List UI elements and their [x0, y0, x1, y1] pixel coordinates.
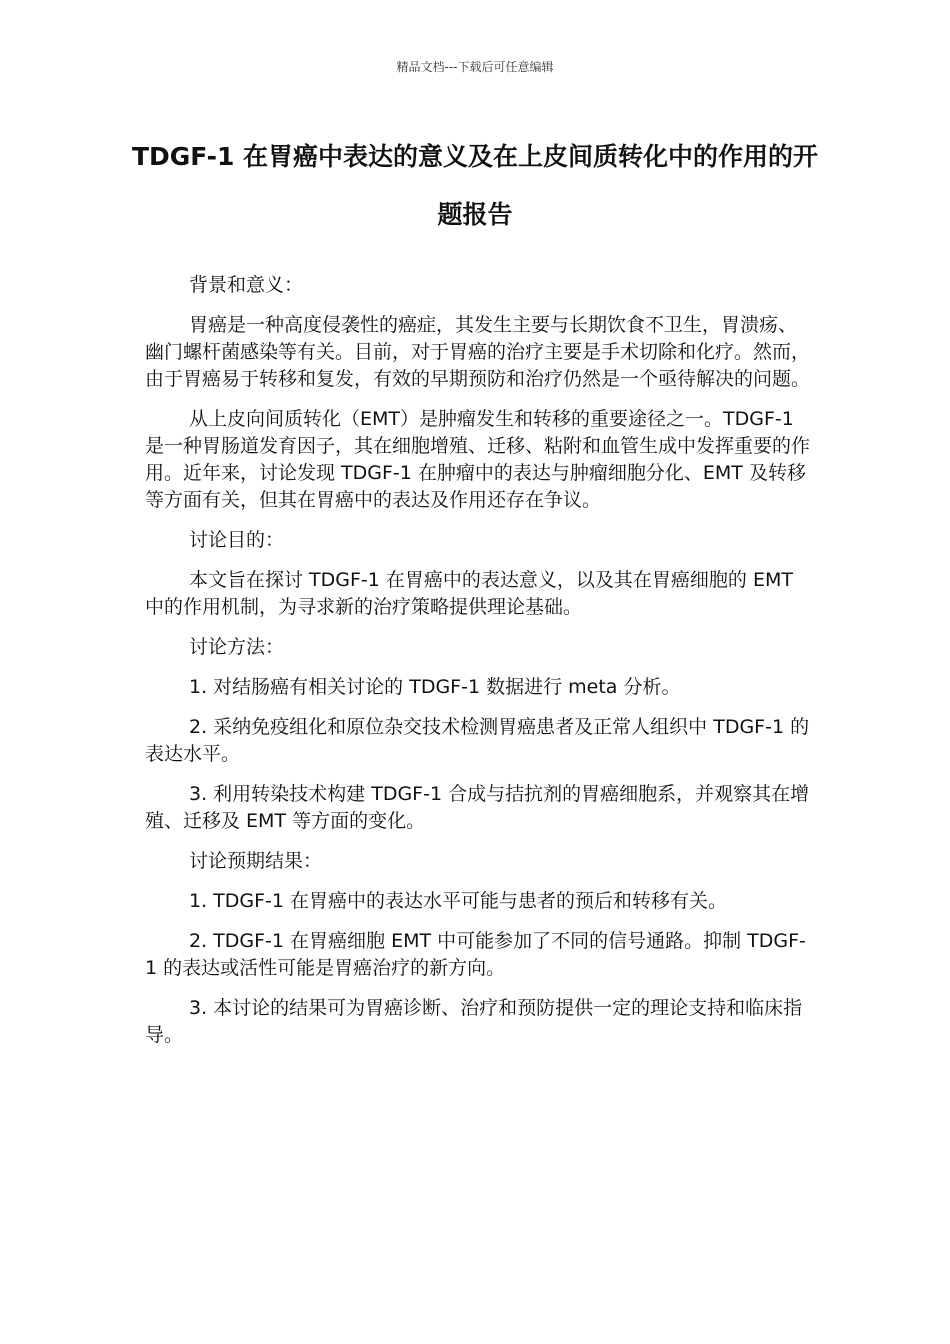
section-heading-background: 背景和意义：: [189, 274, 304, 296]
method-item-1: 1. 对结肠癌有相关讨论的 TDGF-1 数据进行 meta 分析。: [189, 676, 681, 698]
method-item-2: 2. 采纳免疫组化和原位杂交技术检测胃癌患者及正常人组织中 TDGF-1 的表达水平。: [145, 716, 810, 765]
section-heading-methods: 讨论方法：: [189, 636, 285, 658]
document-body: [145, 272, 810, 1062]
paragraph-purpose: 本文旨在探讨 TDGF-1 在胃癌中的表达意义，以及其在胃癌细胞的 EMT 中的作用机制，为寻求新的治疗策略提供理论基础。: [145, 569, 793, 618]
paragraph-background-1: 胃癌是一种高度侵袭性的癌症，其发生主要与长期饮食不卫生，胃溃疡、幽门螺杆菌感染等有关。目前，对于胃癌的治疗主要是手术切除和化疗。然而，由于胃癌易于转移和复发，有效的早期预防和治疗仍然是一个亟待解决的问题。: [145, 314, 811, 390]
result-item-3: 3. 本讨论的结果可为胃癌诊断、治疗和预防提供一定的理论支持和临床指导。: [145, 997, 803, 1046]
result-item-2: 2. TDGF-1 在胃癌细胞 EMT 中可能参加了不同的信号通路。抑制 TDGF-1 的表达或活性可能是胃癌治疗的新方向。: [145, 930, 806, 979]
section-heading-purpose: 讨论目的：: [189, 529, 285, 551]
section-heading-expected-results: 讨论预期结果：: [189, 850, 323, 872]
page-header-note: 精品文档---下载后可任意编辑: [396, 60, 554, 74]
method-item-3: 3. 利用转染技术构建 TDGF-1 合成与拮抗剂的胃癌细胞系，并观察其在增殖、迁移及 EMT 等方面的变化。: [145, 783, 810, 832]
document-title: TDGF-1 在胃癌中表达的意义及在上皮间质转化中的作用的开题报告: [131, 142, 819, 229]
result-item-1: 1. TDGF-1 在胃癌中的表达水平可能与患者的预后和转移有关。: [189, 890, 728, 912]
paragraph-background-2: 从上皮向间质转化（EMT）是肿瘤发生和转移的重要途径之一。TDGF-1 是一种胃肠道发育因子，其在细胞增殖、迁移、粘附和血管生成中发挥重要的作用。近年来，讨论发现 TDGF-1 在肿瘤中的表达与肿瘤细胞分化、EMT 及转移等方面有关，但其在胃癌中的表达及作用还存在争议。: [145, 408, 811, 511]
